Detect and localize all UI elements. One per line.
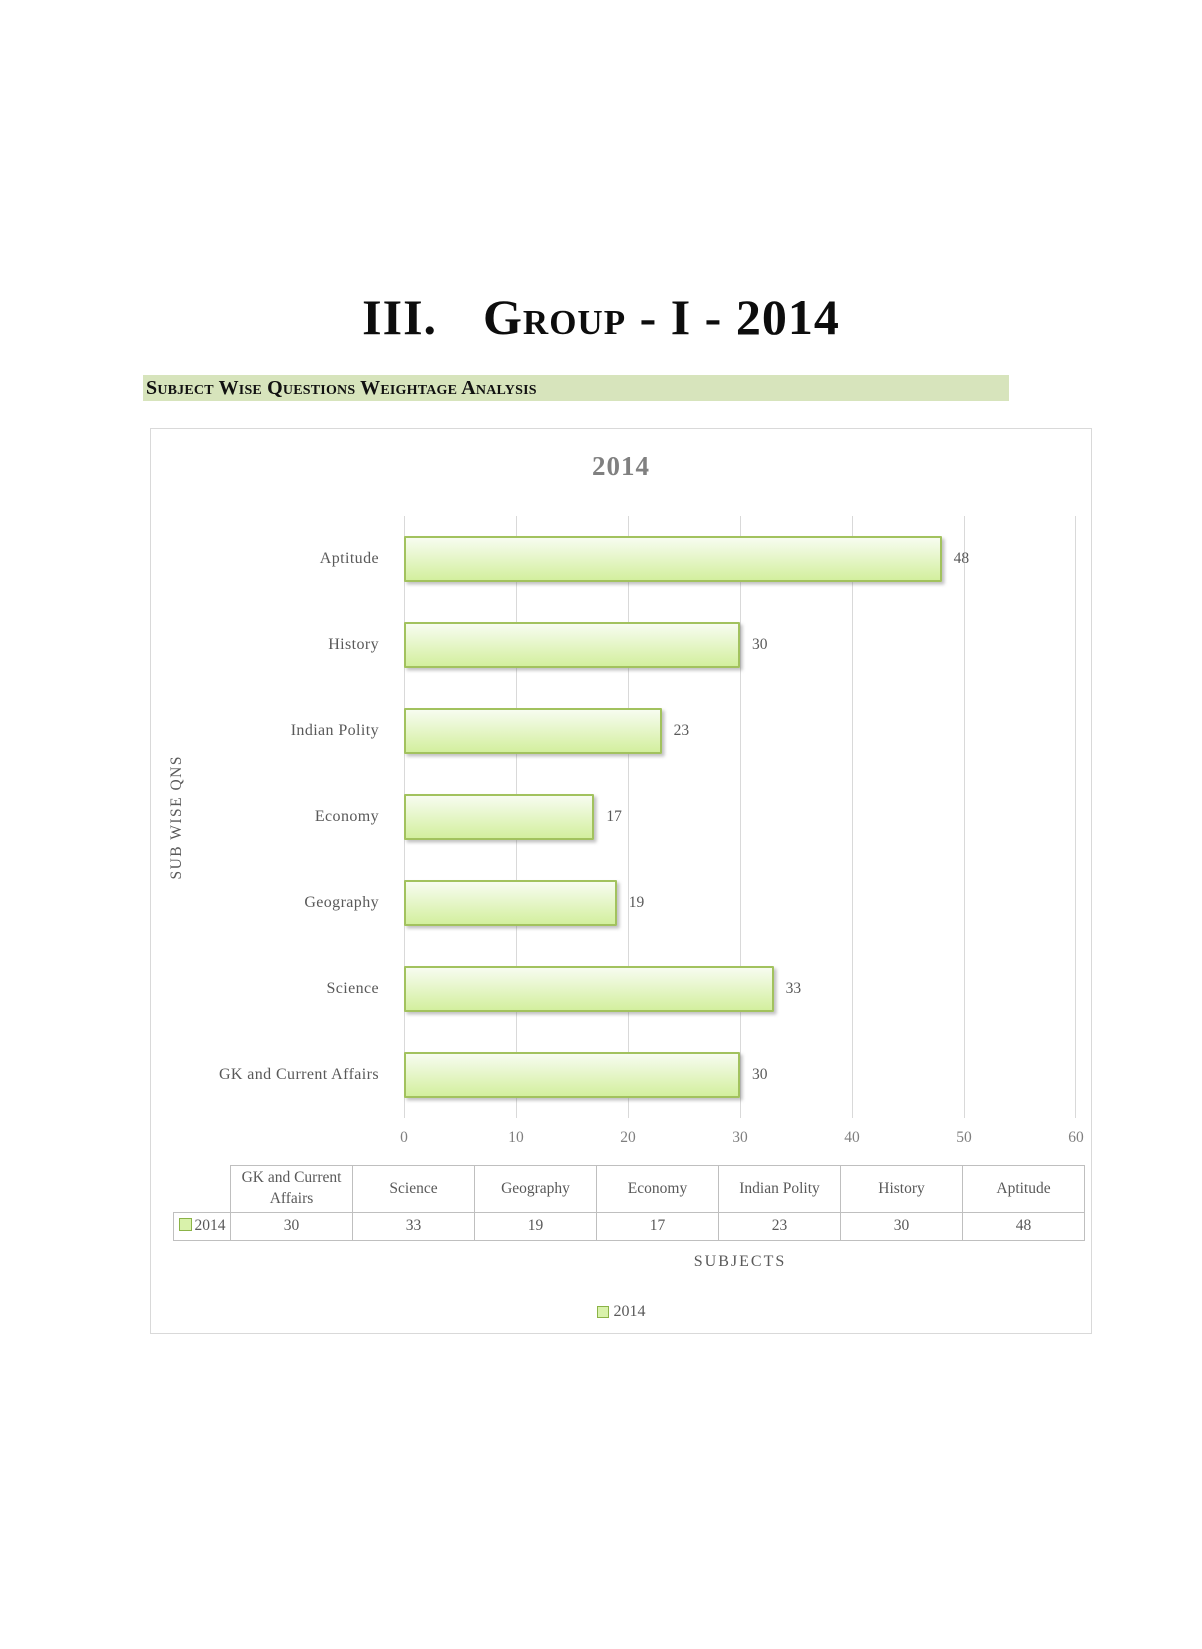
table-header-geography: Geography [475,1166,597,1213]
bar-value-label: 48 [953,550,970,567]
table-header-indian-polity: Indian Polity [719,1166,841,1213]
table-value-indian-polity: 23 [719,1213,841,1241]
category-label: Economy [314,808,379,825]
x-tick-label: 10 [508,1129,524,1146]
table-legend-swatch-icon [179,1218,192,1231]
table-series-cell: 2014 [174,1213,231,1241]
table-header-history: History [841,1166,963,1213]
legend [151,1303,1091,1321]
bar-value-label: 30 [752,636,768,653]
table-value-history: 30 [841,1213,963,1241]
bar-science [404,966,774,1012]
bar-aptitude [404,536,942,582]
bar-history [404,622,740,668]
bar-row [151,774,1091,860]
section-header-label: Subject Wise Questions Weightage Analysis [146,377,537,399]
bar-value-label: 19 [628,894,645,911]
x-tick-label: 40 [844,1129,860,1146]
page-title [0,288,1202,346]
bar-row [151,1032,1091,1118]
x-tick-label: 20 [620,1129,636,1146]
bar-value-label: 33 [785,980,802,997]
category-label: Science [326,980,379,997]
bar-gk-and-current-affairs [404,1052,740,1098]
x-tick-label: 50 [956,1129,972,1146]
x-tick-label: 0 [400,1129,408,1146]
table-value-gk-and-current-affairs: 30 [231,1213,353,1241]
bar-row [151,688,1091,774]
bars-layer [151,516,1091,1118]
category-label: Geography [304,894,379,911]
legend-label: 2014 [613,1303,646,1320]
table-corner-cell [174,1166,231,1213]
bar-indian-polity [404,708,662,754]
chart-title: 2014 [592,451,650,481]
table-header-economy: Economy [597,1166,719,1213]
bar-geography [404,880,617,926]
bar-row [151,516,1091,602]
y-axis-title-text: SUB WISE QNS [168,754,185,880]
bar-value-label: 30 [752,1066,768,1083]
table-header-aptitude: Aptitude [963,1166,1085,1213]
table-value-geography: 19 [475,1213,597,1241]
table-value-economy: 17 [597,1213,719,1241]
section-header [143,375,1009,401]
table-value-aptitude: 48 [963,1213,1085,1241]
bar-row [151,602,1091,688]
category-label: Indian Polity [290,722,379,739]
bar-value-label: 23 [673,722,690,739]
legend-swatch-icon [597,1306,609,1318]
data-table [173,1165,1085,1241]
chart [150,428,1092,1334]
bar-row [151,946,1091,1032]
table-header-science: Science [353,1166,475,1213]
x-tick-label: 60 [1068,1129,1084,1146]
bar-value-label: 17 [606,808,622,825]
table-header-gk-and-current-affairs: GK and Current Affairs [231,1166,353,1213]
bar-row [151,860,1091,946]
x-axis-title: SUBJECTS [693,1253,787,1270]
heading-text: Group - I - 2014 [483,289,840,345]
category-label: GK and Current Affairs [218,1066,379,1083]
category-label: History [328,636,379,653]
table-value-science: 33 [353,1213,475,1241]
bar-economy [404,794,594,840]
x-tick-label: 30 [732,1129,748,1146]
heading-numeral: III. [362,289,438,345]
category-label: Aptitude [319,550,379,567]
